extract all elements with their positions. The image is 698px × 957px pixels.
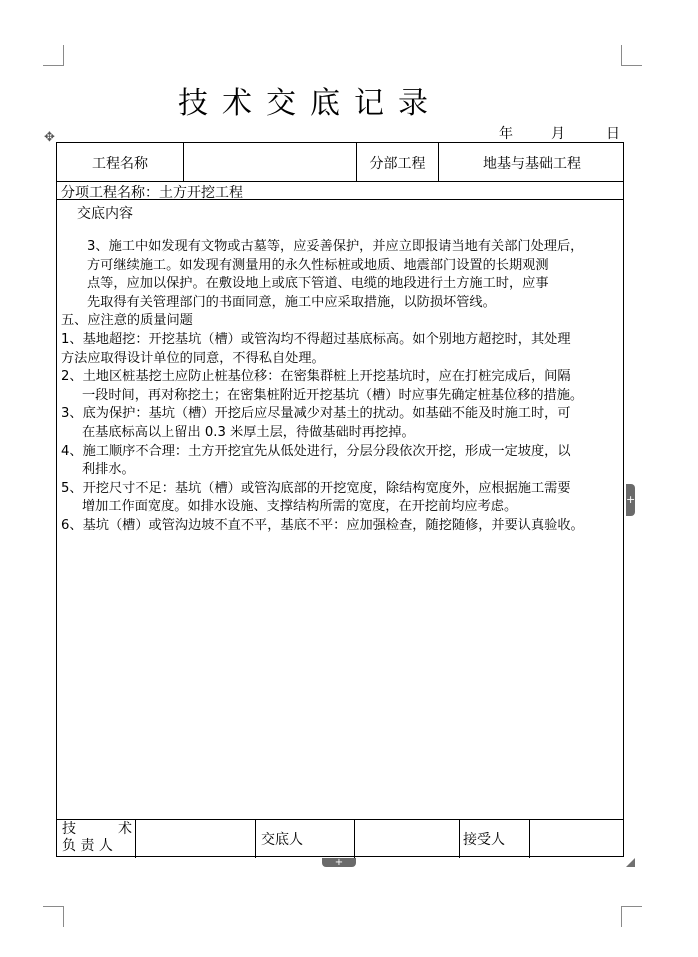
- text-line: 方可继续施工。如发现有测量用的永久性标桩或地质、地震部门设置的长期观测: [87, 257, 549, 273]
- add-row-button[interactable]: +: [322, 858, 356, 867]
- crop-mark-bottom-left: [43, 906, 64, 927]
- subsection-label: 分部工程: [369, 156, 426, 172]
- column-divider: [529, 819, 530, 858]
- text-line: 6、基坑（槽）或管沟边坡不直不平，基底不平：应加强检查，随挖随修，并要认真验收。: [61, 517, 584, 533]
- text-line: 点等，应加以保护。在敷设地上或底下管道、电缆的地段进行土方施工时，应事: [87, 276, 549, 292]
- text-line: 1、基地超挖：开挖基坑（槽）或管沟均不得超过基底标高。如个别地方超挖时，其处理: [61, 331, 571, 347]
- column-divider: [183, 143, 184, 181]
- disclosure-form-table: [56, 142, 624, 857]
- document-title: 技术交底记录: [178, 86, 442, 121]
- crop-mark-top-right: [621, 45, 642, 66]
- column-divider: [135, 819, 136, 858]
- text-line: 3、施工中如发现有文物或古墓等，应妥善保护，并应立即报请当地有关部门处理后，: [87, 239, 584, 254]
- disclosure-content[interactable]: [61, 238, 619, 536]
- column-divider: [354, 819, 355, 858]
- quality-item-4: [61, 443, 619, 480]
- tech-lead-label-line-1: 技 术: [62, 821, 132, 837]
- quality-item-1: [61, 331, 619, 368]
- presenter-label: 交底人: [261, 832, 303, 848]
- sub-item-name[interactable]: 分项工程名称：土方开挖工程: [61, 185, 243, 201]
- row-divider: [57, 819, 623, 820]
- project-name-label: 工程名称: [92, 156, 148, 172]
- text-line: 五、应注意的质量问题: [61, 313, 193, 329]
- text-line: 增加工作面宽度。如排水设施、支撑结构所需的宽度，在开挖前均应考虑。: [82, 499, 518, 515]
- quality-item-6: [61, 517, 619, 536]
- text-line: 3、底为保护：基坑（槽）开挖后应尽量减少对基土的扰动。如基础不能及时施工时，可: [61, 406, 571, 422]
- text-line: 在基底标高以上留出 0.3 米厚土层，待做基础时再挖掉。: [82, 424, 415, 440]
- text-line: 一段时间，再对称挖土；在密集桩附近开挖基坑（槽）时应事先确定桩基位移的措施。: [82, 387, 584, 403]
- column-divider: [459, 819, 460, 858]
- date-month: 月: [551, 126, 565, 142]
- quality-item-2: [61, 368, 619, 405]
- add-column-button[interactable]: +: [626, 484, 635, 516]
- text-line: 利排水。: [82, 462, 135, 478]
- crop-mark-top-left: [43, 45, 64, 66]
- content-label: 交底内容: [77, 206, 133, 222]
- crop-mark-bottom-right: [621, 906, 642, 927]
- subsection-value[interactable]: 地基与基础工程: [483, 156, 581, 172]
- text-line: 2、土地区桩基挖土应防止桩基位移：在密集群桩上开挖基坑时，应在打桩完成后，间隔: [61, 369, 571, 385]
- date-day: 日: [606, 126, 620, 142]
- date-year: 年: [499, 126, 513, 142]
- receiver-label: 接受人: [463, 832, 505, 848]
- tech-lead-label: [62, 821, 132, 855]
- text-line: 先取得有关管理部门的书面同意，施工中应采取措施，以防损坏管线。: [87, 294, 496, 310]
- quality-item-3: [61, 405, 619, 442]
- quality-item-5: [61, 480, 619, 517]
- text-line: 4、施工顺序不合理：土方开挖宜先从低处进行，分层分段依次开挖，形成一定坡度，以: [61, 443, 571, 459]
- section-5-heading: [61, 312, 619, 331]
- text-line: 5、开挖尺寸不足：基坑（槽）或管沟底部的开挖宽度，除结构宽度外，应根据施工需要: [61, 480, 571, 496]
- table-resize-handle-icon[interactable]: [626, 858, 635, 867]
- table-move-handle-icon[interactable]: ✥: [44, 130, 55, 145]
- column-divider: [255, 819, 256, 858]
- tech-lead-label-line-2: 负 责 人: [62, 838, 113, 854]
- text-line: 方法应取得设计单位的同意，不得私自处理。: [61, 350, 325, 366]
- content-item-3: [61, 238, 619, 312]
